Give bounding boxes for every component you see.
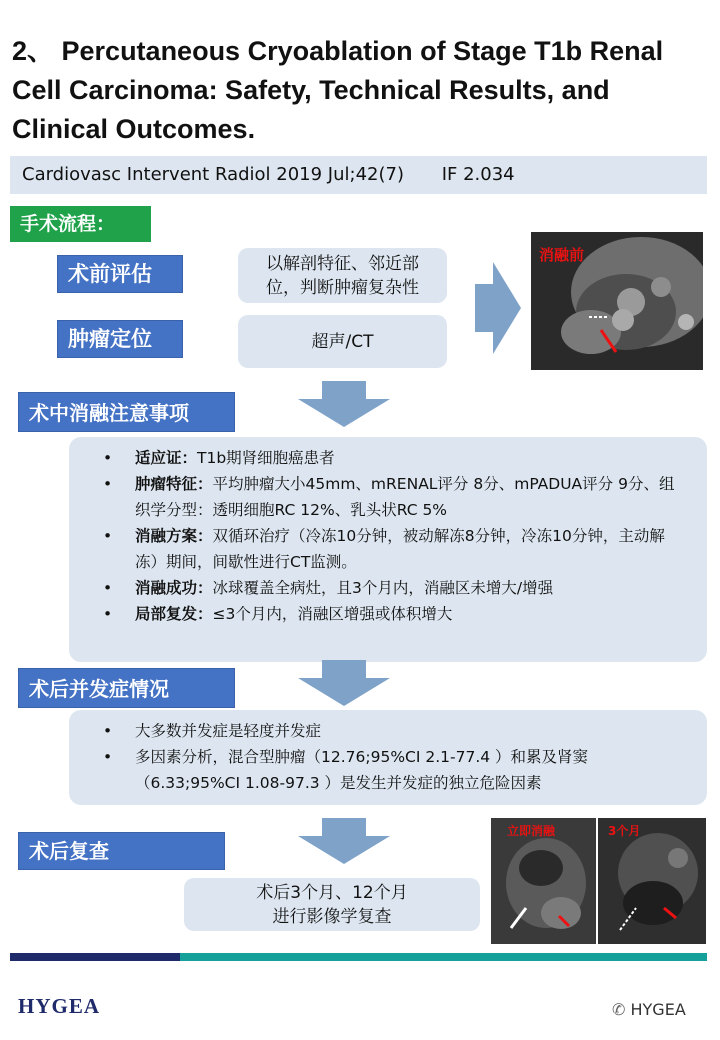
- pre-ablation-label: 消融前: [539, 246, 585, 264]
- page-title: 2、 Percutaneous Cryoablation of Stage T1b Renal Cell Carcinoma: Safety, Technical Results, and Clinical Outcomes.: [12, 36, 664, 144]
- journal-citation: Cardiovasc Intervent Radiol 2019 Jul;42(7): [22, 164, 404, 185]
- list-item: [89, 575, 687, 601]
- item-key: 消融成功：: [135, 579, 213, 597]
- down-arrow-icon: [298, 818, 390, 864]
- followup-header: 术后复查: [18, 832, 225, 870]
- watermark-text: HYGEA: [630, 1000, 686, 1019]
- pre-ablation-ct-image: [531, 232, 703, 370]
- down-arrow-icon: [298, 381, 390, 427]
- footer-bar-teal: [180, 953, 707, 961]
- procedure-tag: 手术流程：: [10, 206, 151, 242]
- wechat-icon: ✆: [612, 1000, 626, 1019]
- postop-header: 术后并发症情况: [18, 668, 235, 708]
- down-arrow-icon: [298, 660, 390, 706]
- item-text: T1b期肾细胞癌患者: [197, 449, 335, 467]
- journal-citation-bar: [10, 156, 707, 194]
- item-key: 适应证：: [135, 449, 198, 467]
- footer-bar-navy: [10, 953, 180, 961]
- wechat-watermark: [612, 1000, 686, 1019]
- three-month-label: 3个月: [608, 824, 641, 838]
- immediate-ablation-label: 立即消融: [507, 824, 556, 838]
- item-text: 冰球覆盖全病灶，且3个月内，消融区未增大/增强: [212, 579, 554, 597]
- item-text: 平均肿瘤大小45mm、mRENAL评分 8分、mPADUA评分 9分、组织学分型：透明细胞RC 12%、乳头状RC 5%: [135, 475, 675, 519]
- hygea-logo: HYGEA: [18, 994, 101, 1018]
- immediate-ablation-ct-image: [491, 818, 596, 944]
- item-text: ≤3个月内，消融区增强或体积增大: [212, 605, 453, 623]
- list-item: [89, 471, 687, 523]
- item-key: 消融方案：: [135, 527, 213, 545]
- list-item: [89, 523, 687, 575]
- item-text: 双循环治疗（冷冻10分钟，被动解冻8分钟，冷冻10分钟，主动解冻）期间，间歇性进行CT监测。: [135, 527, 665, 571]
- right-arrow-icon: [475, 262, 521, 354]
- postop-list: [89, 718, 687, 796]
- intraop-panel: [69, 437, 707, 662]
- list-item: [89, 601, 687, 627]
- preop-label: 术前评估: [57, 255, 183, 293]
- list-item: [89, 445, 687, 471]
- followup-desc: 术后3个月、12个月 进行影像学复查: [184, 878, 480, 931]
- impact-factor: IF 2.034: [441, 164, 515, 185]
- localization-label: 肿瘤定位: [57, 320, 183, 358]
- three-month-ct-image: [598, 818, 706, 944]
- list-item: • 多因素分析，混合型肿瘤（12.76;95%CI 2.1-77.4 ）和累及肾窦（6.33;95%CI 1.08-97.3 ）是发生并发症的独立危险因素: [89, 744, 687, 796]
- preop-desc: 以解剖特征、邻近部位，判断肿瘤复杂性: [238, 248, 447, 303]
- localization-desc: 超声/CT: [238, 315, 447, 368]
- intraop-header: 术中消融注意事项: [18, 392, 235, 432]
- postop-panel: [69, 710, 707, 805]
- item-key: 局部复发：: [135, 605, 213, 623]
- list-item: • 大多数并发症是轻度并发症: [89, 718, 687, 744]
- item-key: 肿瘤特征：: [135, 475, 213, 493]
- intraop-list: [89, 445, 687, 627]
